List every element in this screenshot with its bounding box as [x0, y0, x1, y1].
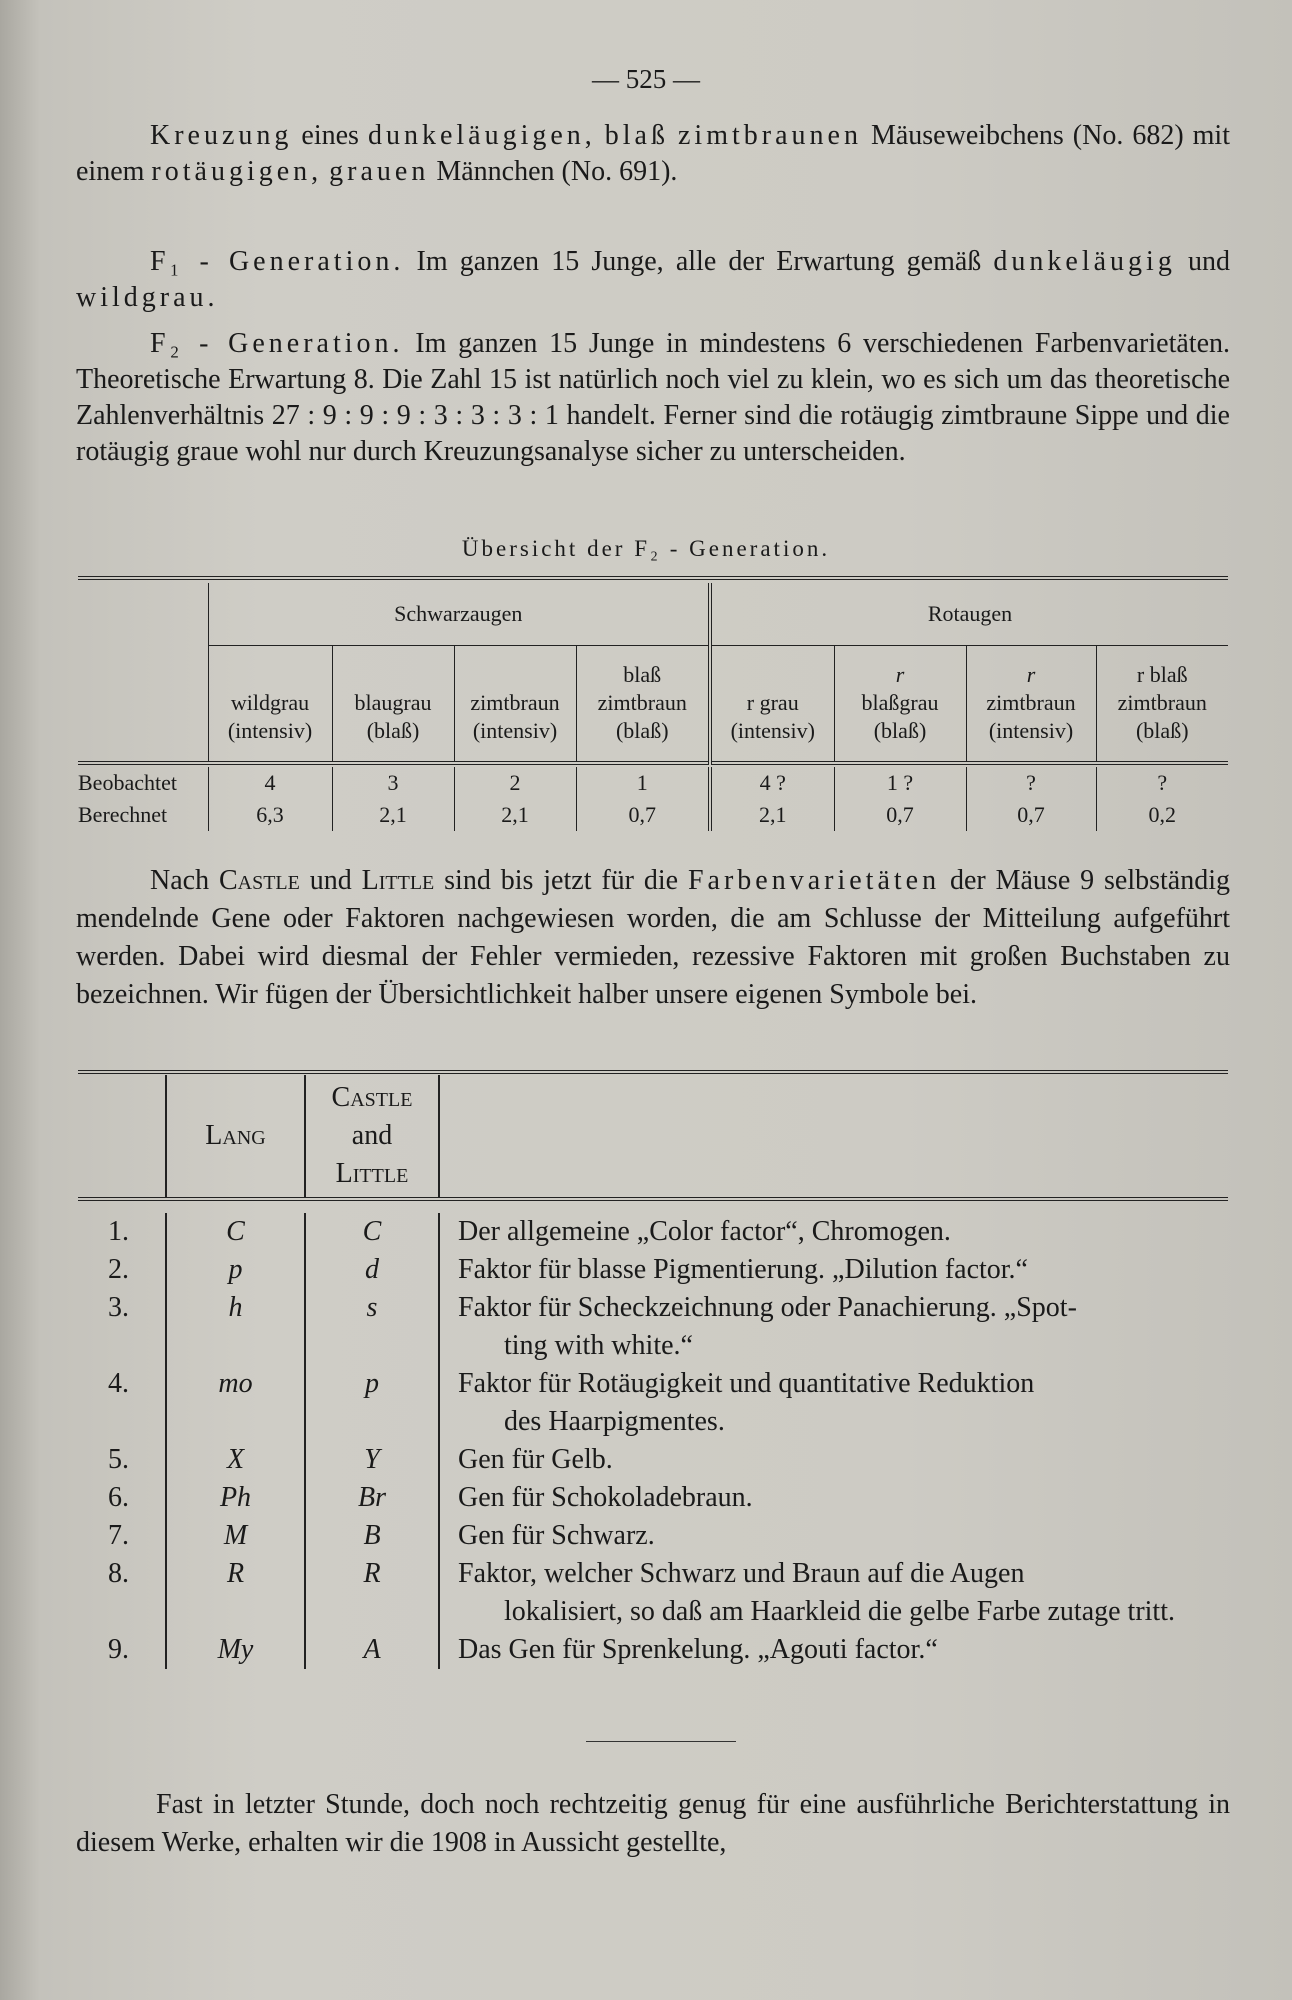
col-line: (blaß)	[366, 718, 420, 744]
section-divider	[586, 1741, 736, 1742]
description	[439, 1251, 1228, 1289]
emph-cinnamon: zimtbraunen	[678, 120, 862, 151]
cell: 1	[576, 767, 710, 799]
lang-symbol: My	[166, 1631, 305, 1669]
intro-text: eines	[292, 120, 368, 151]
cell: 0,2	[1096, 799, 1228, 831]
col-line: r	[895, 662, 905, 688]
lang-symbol: C	[166, 1213, 305, 1251]
col-header	[834, 645, 966, 763]
table-row	[78, 1631, 1228, 1669]
col-line: zimtbraun	[986, 690, 1076, 716]
emph-red-eyed: rotäugigen,	[151, 156, 323, 187]
group-header-red: Rotaugen	[710, 583, 1228, 645]
table-row	[78, 1289, 1228, 1365]
cell: 3	[332, 767, 454, 799]
table-row	[78, 1555, 1228, 1631]
castle-symbol: R	[305, 1555, 439, 1631]
overview-caption: Übersicht der F₂ - Generation.	[461, 536, 831, 561]
factor-table	[78, 1075, 1228, 1669]
corner-cell	[78, 583, 208, 645]
cell: 4 ?	[710, 767, 834, 799]
cell: 2,1	[332, 799, 454, 831]
f1-label: F₁ - Generation.	[150, 246, 405, 277]
desc-line: Gen für Gelb.	[458, 1444, 613, 1475]
castle-symbol: s	[305, 1289, 439, 1365]
table-row	[78, 799, 1228, 831]
desc-line-cont: ting with white.“	[504, 1330, 693, 1361]
col-line: zimtbraun	[597, 690, 687, 716]
col-line: zimtbraun	[470, 690, 560, 716]
description	[439, 1365, 1228, 1441]
lang-symbol: mo	[166, 1365, 305, 1441]
col-header-desc	[439, 1075, 1228, 1199]
cell: 0,7	[834, 799, 966, 831]
emph-dark-eyed: dunkeläugigen,	[367, 120, 596, 151]
header-rule	[78, 1199, 1228, 1213]
cell: 2,1	[454, 799, 576, 831]
cell: ?	[966, 767, 1096, 799]
castle-text: der Mäuse 9 selbständig mendelnde Gene oder Faktoren nachgewiesen worden, die am Schlusse der Mitteilung aufgeführt werden. Dabei wird diesmal der Fehler vermieden, rezessive Faktoren mit großen Buchstaben zu bezeichnen. Wir fügen der Übersichtlichkeit halber unsere eigenen Symbole bei.	[76, 865, 1231, 1010]
desc-line: Faktor für blasse Pigmentierung. „Dilution factor.“	[458, 1254, 1028, 1285]
group-header-black: Schwarzaugen	[208, 583, 710, 645]
crossing-label: Kreuzung	[150, 120, 293, 151]
overview-table	[78, 583, 1228, 831]
castle-paragraph	[76, 862, 1230, 1014]
f2-text: Im ganzen 15 Junge in mindestens 6 verschiedenen Farbenvarietäten. Theoretische Erwartung 8. Die Zahl 15 ist natürlich noch viel zu klein, wo es sich um das theoretische Zahlenverhältnis 27 : 9 : 9 : 9 : 3 : 3 : 3 : 1 handelt. Ferner sind die rotäugig zimtbraune Sippe und die rotäugig graue wohl nur durch Kreuzungsanalyse sicher zu unterscheiden.	[76, 328, 1230, 467]
col-line: (blaß)	[1135, 718, 1189, 744]
row-label: Beobachtet	[78, 770, 177, 795]
castle-symbol: p	[305, 1365, 439, 1441]
col-header-castle-little	[305, 1075, 439, 1199]
emph-color-varieties: Farbenvarietäten	[687, 865, 941, 896]
cell: 6,3	[208, 799, 332, 831]
col-line: blaßgrau	[861, 690, 939, 716]
col-line: (intensiv)	[472, 718, 558, 744]
col-line: blaugrau	[354, 690, 432, 716]
row-number: 3.	[108, 1292, 129, 1323]
row-number: 2.	[108, 1254, 129, 1285]
desc-line: Der allgemeine „Color factor“, Chromogen.	[458, 1216, 951, 1247]
col-header	[454, 645, 576, 763]
row-number: 1.	[108, 1216, 129, 1247]
description	[439, 1289, 1228, 1365]
row-number: 8.	[108, 1558, 129, 1589]
intro-text: Männchen (No. 691).	[429, 156, 678, 187]
col-header	[966, 645, 1096, 763]
description	[439, 1441, 1228, 1479]
f1-text: und	[1175, 246, 1230, 277]
col-header	[710, 645, 834, 763]
col-line: r	[1026, 662, 1036, 688]
row-number: 5.	[108, 1444, 129, 1475]
corner-cell	[78, 645, 208, 763]
cell: ?	[1096, 767, 1228, 799]
description	[439, 1213, 1228, 1251]
col-line: (intensiv)	[730, 718, 815, 744]
col-lang-label: Lang	[205, 1120, 266, 1151]
col-line: zimtbraun	[1117, 690, 1207, 716]
col-line: r grau	[746, 690, 799, 716]
col-header-lang	[166, 1075, 305, 1199]
description	[439, 1479, 1228, 1517]
castle-symbol: A	[305, 1631, 439, 1669]
table-row	[78, 1479, 1228, 1517]
corner-cell	[78, 1075, 166, 1199]
col-header	[576, 645, 710, 763]
col-line: (blaß)	[873, 718, 927, 744]
emph-grey: grauen	[329, 156, 430, 187]
description	[439, 1555, 1228, 1631]
desc-line: Das Gen für Sprenkelung. „Agouti factor.“	[458, 1634, 938, 1665]
col-line: (intensiv)	[988, 718, 1074, 744]
cell: 2,1	[710, 799, 834, 831]
col-line: r blaß	[1136, 662, 1188, 688]
intro-paragraph	[76, 118, 1230, 190]
col-castle-line: and	[351, 1120, 393, 1151]
intro-text: Mäuseweibchens (No. 682) mit einem	[76, 120, 1230, 187]
lang-symbol: M	[166, 1517, 305, 1555]
col-castle-line: Little	[335, 1158, 409, 1189]
description	[439, 1517, 1228, 1555]
table-row	[78, 1213, 1228, 1251]
castle-text: Nach	[150, 865, 219, 896]
cell: 0,7	[966, 799, 1096, 831]
lang-symbol: Ph	[166, 1479, 305, 1517]
table-row	[78, 1365, 1228, 1441]
cell: 0,7	[576, 799, 710, 831]
castle-text: sind bis jetzt für die	[434, 865, 688, 896]
closing-paragraph: Fast in letzter Stunde, doch noch rechtzeitig genug für eine ausführliche Berichterstattung in diesem Werke, erhalten wir die 1908 in Aussicht gestellte,	[76, 1789, 1230, 1858]
castle-symbol: Y	[305, 1441, 439, 1479]
col-header	[1096, 645, 1228, 763]
author-little: Little	[361, 865, 435, 896]
emph-dark-eyed: dunkeläugig	[993, 246, 1176, 277]
col-header	[332, 645, 454, 763]
desc-line: Faktor, welcher Schwarz und Braun auf die Augen	[458, 1558, 1025, 1589]
col-line: (intensiv)	[227, 718, 313, 744]
castle-symbol: C	[305, 1213, 439, 1251]
desc-line: Gen für Schokoladebraun.	[458, 1482, 753, 1513]
castle-text: und	[299, 865, 362, 896]
row-number: 9.	[108, 1634, 129, 1665]
castle-symbol: d	[305, 1251, 439, 1289]
castle-symbol: Br	[305, 1479, 439, 1517]
castle-symbol: B	[305, 1517, 439, 1555]
f2-label: F₂ - Generation.	[150, 328, 404, 359]
cell: 1 ?	[834, 767, 966, 799]
desc-line: Gen für Schwarz.	[458, 1520, 655, 1551]
f1-text: Im ganzen 15 Junge, alle der Erwartung gemäß	[404, 246, 994, 277]
table-row	[78, 1251, 1228, 1289]
col-line: wildgrau	[230, 690, 310, 716]
desc-line: Faktor für Rotäugigkeit und quantitative Reduktion	[458, 1368, 1035, 1399]
col-line: blaß	[623, 662, 662, 688]
table2-top-rule	[78, 1070, 1228, 1074]
f2-paragraph	[76, 326, 1230, 470]
emph-wild-grey: wildgrau.	[76, 282, 219, 313]
table-row	[78, 1517, 1228, 1555]
table-row	[78, 767, 1228, 799]
author-castle: Castle	[218, 865, 300, 896]
cell: 4	[208, 767, 332, 799]
row-number: 6.	[108, 1482, 129, 1513]
desc-line: Faktor für Scheckzeichnung oder Panachierung. „Spot-	[458, 1292, 1077, 1323]
lang-symbol: X	[166, 1441, 305, 1479]
col-header	[208, 645, 332, 763]
row-label: Berechnet	[78, 802, 168, 827]
page-number: — 525 —	[592, 64, 700, 94]
desc-line-cont: des Haarpigmentes.	[504, 1406, 725, 1437]
lang-symbol: h	[166, 1289, 305, 1365]
col-line: (blaß)	[615, 718, 669, 744]
lang-symbol: p	[166, 1251, 305, 1289]
emph-pale: blaß	[604, 120, 669, 151]
description	[439, 1631, 1228, 1669]
table-row	[78, 1441, 1228, 1479]
lang-symbol: R	[166, 1555, 305, 1631]
table-top-rule	[78, 576, 1228, 580]
cell: 2	[454, 767, 576, 799]
row-number: 4.	[108, 1368, 129, 1399]
desc-line-cont: lokalisiert, so daß am Haarkleid die gelbe Farbe zutage tritt.	[504, 1596, 1175, 1627]
col-castle-line: Castle	[331, 1082, 413, 1113]
f1-paragraph	[76, 244, 1230, 316]
row-number: 7.	[108, 1520, 129, 1551]
